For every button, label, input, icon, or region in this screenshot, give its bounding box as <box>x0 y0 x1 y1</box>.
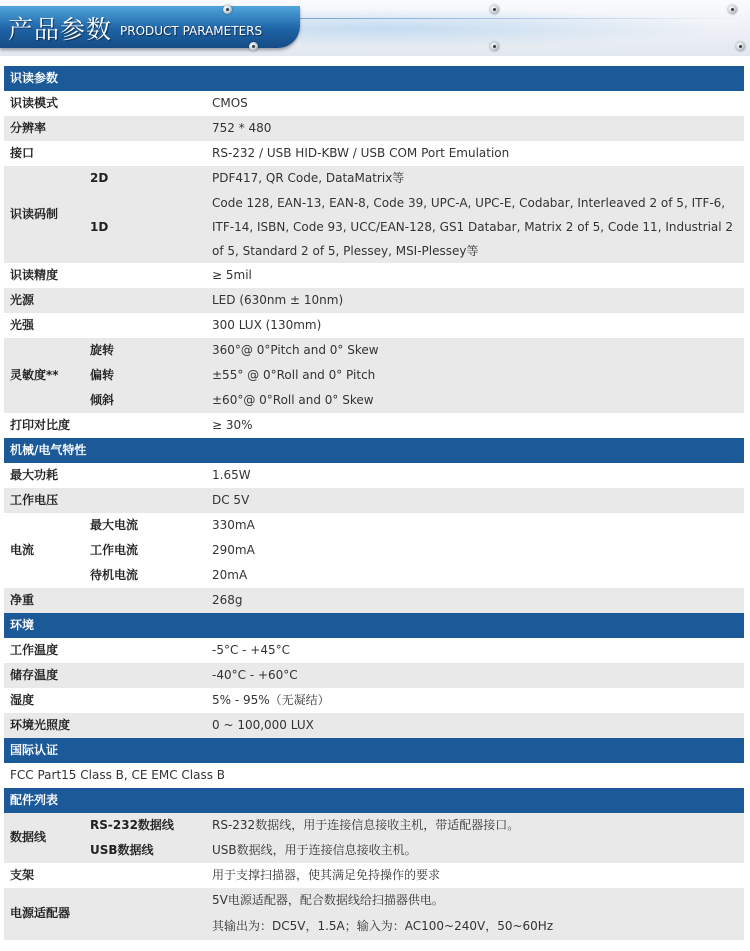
spec-value: 20mA <box>212 568 248 582</box>
spec-row-resolution <box>4 116 744 141</box>
spec-value: Code 128, EAN-13, EAN-8, Code 39, UPC-A, UPC-E, Codabar, Interleaved 2 of 5, ITF-6, ITF-14, ISBN, Code 93, UCC/EAN-128, GS1 Databar, Matrix 2 of 5, Code 11, Industrial 2 of 5, Standard 2 of 5, Plessey, MSI-Plessey等 <box>212 196 734 258</box>
spec-sublabel: USB数据线 <box>90 843 154 857</box>
spec-row-current <box>4 513 744 588</box>
rivet-dot-icon <box>249 42 258 51</box>
section-title: 环境 <box>10 618 35 632</box>
banner-line <box>300 18 750 19</box>
spec-row-symbologies <box>4 166 744 263</box>
spec-value: 360°@ 0°Pitch and 0° Skew <box>212 343 379 357</box>
spec-label: 光源 <box>10 293 35 307</box>
spec-value: RS-232数据线，用于连接信息接收主机，带适配器接口。 <box>212 818 520 832</box>
spec-label: 灵敏度** <box>10 368 59 382</box>
spec-value: 330mA <box>212 518 255 532</box>
spec-label: 识读模式 <box>10 96 59 110</box>
spec-sublabel: 待机电流 <box>90 568 139 582</box>
spec-sublabel: RS-232数据线 <box>90 818 174 832</box>
banner-title-en: PRODUCT PARAMETERS <box>120 24 263 38</box>
spec-value: 其输出为：DC5V，1.5A；输入为：AC100~240V，50~60Hz <box>212 919 554 933</box>
spec-label: 分辨率 <box>10 121 47 135</box>
spec-row-voltage <box>4 488 744 513</box>
section-header-reading <box>4 66 744 91</box>
spec-label: 储存温度 <box>10 668 59 682</box>
section-title: 配件列表 <box>10 793 59 807</box>
spec-value: -40°C - +60°C <box>212 668 298 682</box>
spec-value: 300 LUX (130mm) <box>212 318 322 332</box>
spec-row-weight <box>4 588 744 613</box>
spec-row-ambient-light <box>4 713 744 738</box>
spec-sublabel: 最大电流 <box>90 518 139 532</box>
rivet-dot-icon <box>736 42 745 51</box>
spec-label: 接口 <box>10 146 35 160</box>
banner-title-cn: 产品参数 <box>8 15 113 44</box>
spec-value: DC 5V <box>212 493 250 507</box>
spec-label: 打印对比度 <box>10 418 71 432</box>
spec-value: 5% - 95%（无凝结） <box>212 693 330 707</box>
spec-label: 工作温度 <box>10 643 59 657</box>
spec-row-stand <box>4 863 744 888</box>
spec-row-precision <box>4 263 744 288</box>
spec-value: FCC Part15 Class B, CE EMC Class B <box>10 768 226 782</box>
spec-value: 5V电源适配器，配合数据线给扫描器供电。 <box>212 893 444 907</box>
spec-value: 752 * 480 <box>212 121 272 135</box>
spec-sublabel: 工作电流 <box>90 543 139 557</box>
spec-row-cable <box>4 813 744 863</box>
spec-value: 用于支撑扫描器，使其满足免持操作的要求 <box>212 868 441 882</box>
section-header-environment <box>4 613 744 638</box>
spec-sublabel: 倾斜 <box>90 393 115 407</box>
spec-row-mode <box>4 91 744 116</box>
spec-label: 湿度 <box>10 693 35 707</box>
spec-label: 识读精度 <box>10 268 59 282</box>
spec-sublabel: 旋转 <box>90 343 115 357</box>
spec-label: 工作电压 <box>10 493 59 507</box>
spec-label: 净重 <box>10 593 35 607</box>
section-title: 机械/电气特性 <box>10 443 87 457</box>
spec-value: ±60°@ 0°Roll and 0° Skew <box>212 393 374 407</box>
spec-label: 电源适配器 <box>10 906 71 920</box>
spec-value: ≥ 5mil <box>212 268 252 282</box>
spec-row-certification <box>4 763 744 788</box>
section-header-mechanical <box>4 438 744 463</box>
spec-value: CMOS <box>212 96 248 110</box>
spec-row-humidity <box>4 688 744 713</box>
spec-label: 环境光照度 <box>10 718 71 732</box>
spec-value: USB数据线，用于连接信息接收主机。 <box>212 843 417 857</box>
section-title: 识读参数 <box>10 71 59 85</box>
section-title: 国际认证 <box>10 743 59 757</box>
spec-sublabel: 2D <box>90 171 109 185</box>
spec-label: 最大功耗 <box>10 468 59 482</box>
spec-value: -5°C - +45°C <box>212 643 291 657</box>
spec-value: 1.65W <box>212 468 251 482</box>
spec-label: 电流 <box>10 543 35 557</box>
banner <box>0 0 750 56</box>
spec-sublabel: 偏转 <box>90 368 115 382</box>
spec-row-max-power <box>4 463 744 488</box>
spec-value: ≥ 30% <box>212 418 253 432</box>
spec-row-light-intensity <box>4 313 744 338</box>
spec-value: 268g <box>212 593 243 607</box>
rivet-dot-icon <box>223 5 232 14</box>
spec-value: PDF417, QR Code, DataMatrix等 <box>212 171 405 185</box>
spec-row-interface <box>4 141 744 166</box>
banner-glow <box>300 8 720 48</box>
spec-label: 识读码制 <box>10 207 59 221</box>
spec-row-contrast <box>4 413 744 438</box>
spec-row-light-source <box>4 288 744 313</box>
section-header-certification <box>4 738 744 763</box>
spec-value: 290mA <box>212 543 255 557</box>
spec-row-adapter <box>4 888 744 940</box>
spec-value: RS-232 / USB HID-KBW / USB COM Port Emulation <box>212 146 510 160</box>
spec-label: 光强 <box>10 318 35 332</box>
spec-value: LED (630nm ± 10nm) <box>212 293 344 307</box>
spec-value: ±55° @ 0°Roll and 0° Pitch <box>212 368 376 382</box>
spec-row-storage-temp <box>4 663 744 688</box>
spec-value: 0 ~ 100,000 LUX <box>212 718 314 732</box>
rivet-dot-icon <box>490 42 499 51</box>
section-header-accessories <box>4 788 744 813</box>
spec-label: 数据线 <box>10 830 47 844</box>
spec-row-op-temp <box>4 638 744 663</box>
spec-row-sensitivity <box>4 338 744 413</box>
spec-sublabel: 1D <box>90 220 109 234</box>
rivet-dot-icon <box>728 5 737 14</box>
rivet-dot-icon <box>490 5 499 14</box>
spec-label: 支架 <box>10 868 35 882</box>
